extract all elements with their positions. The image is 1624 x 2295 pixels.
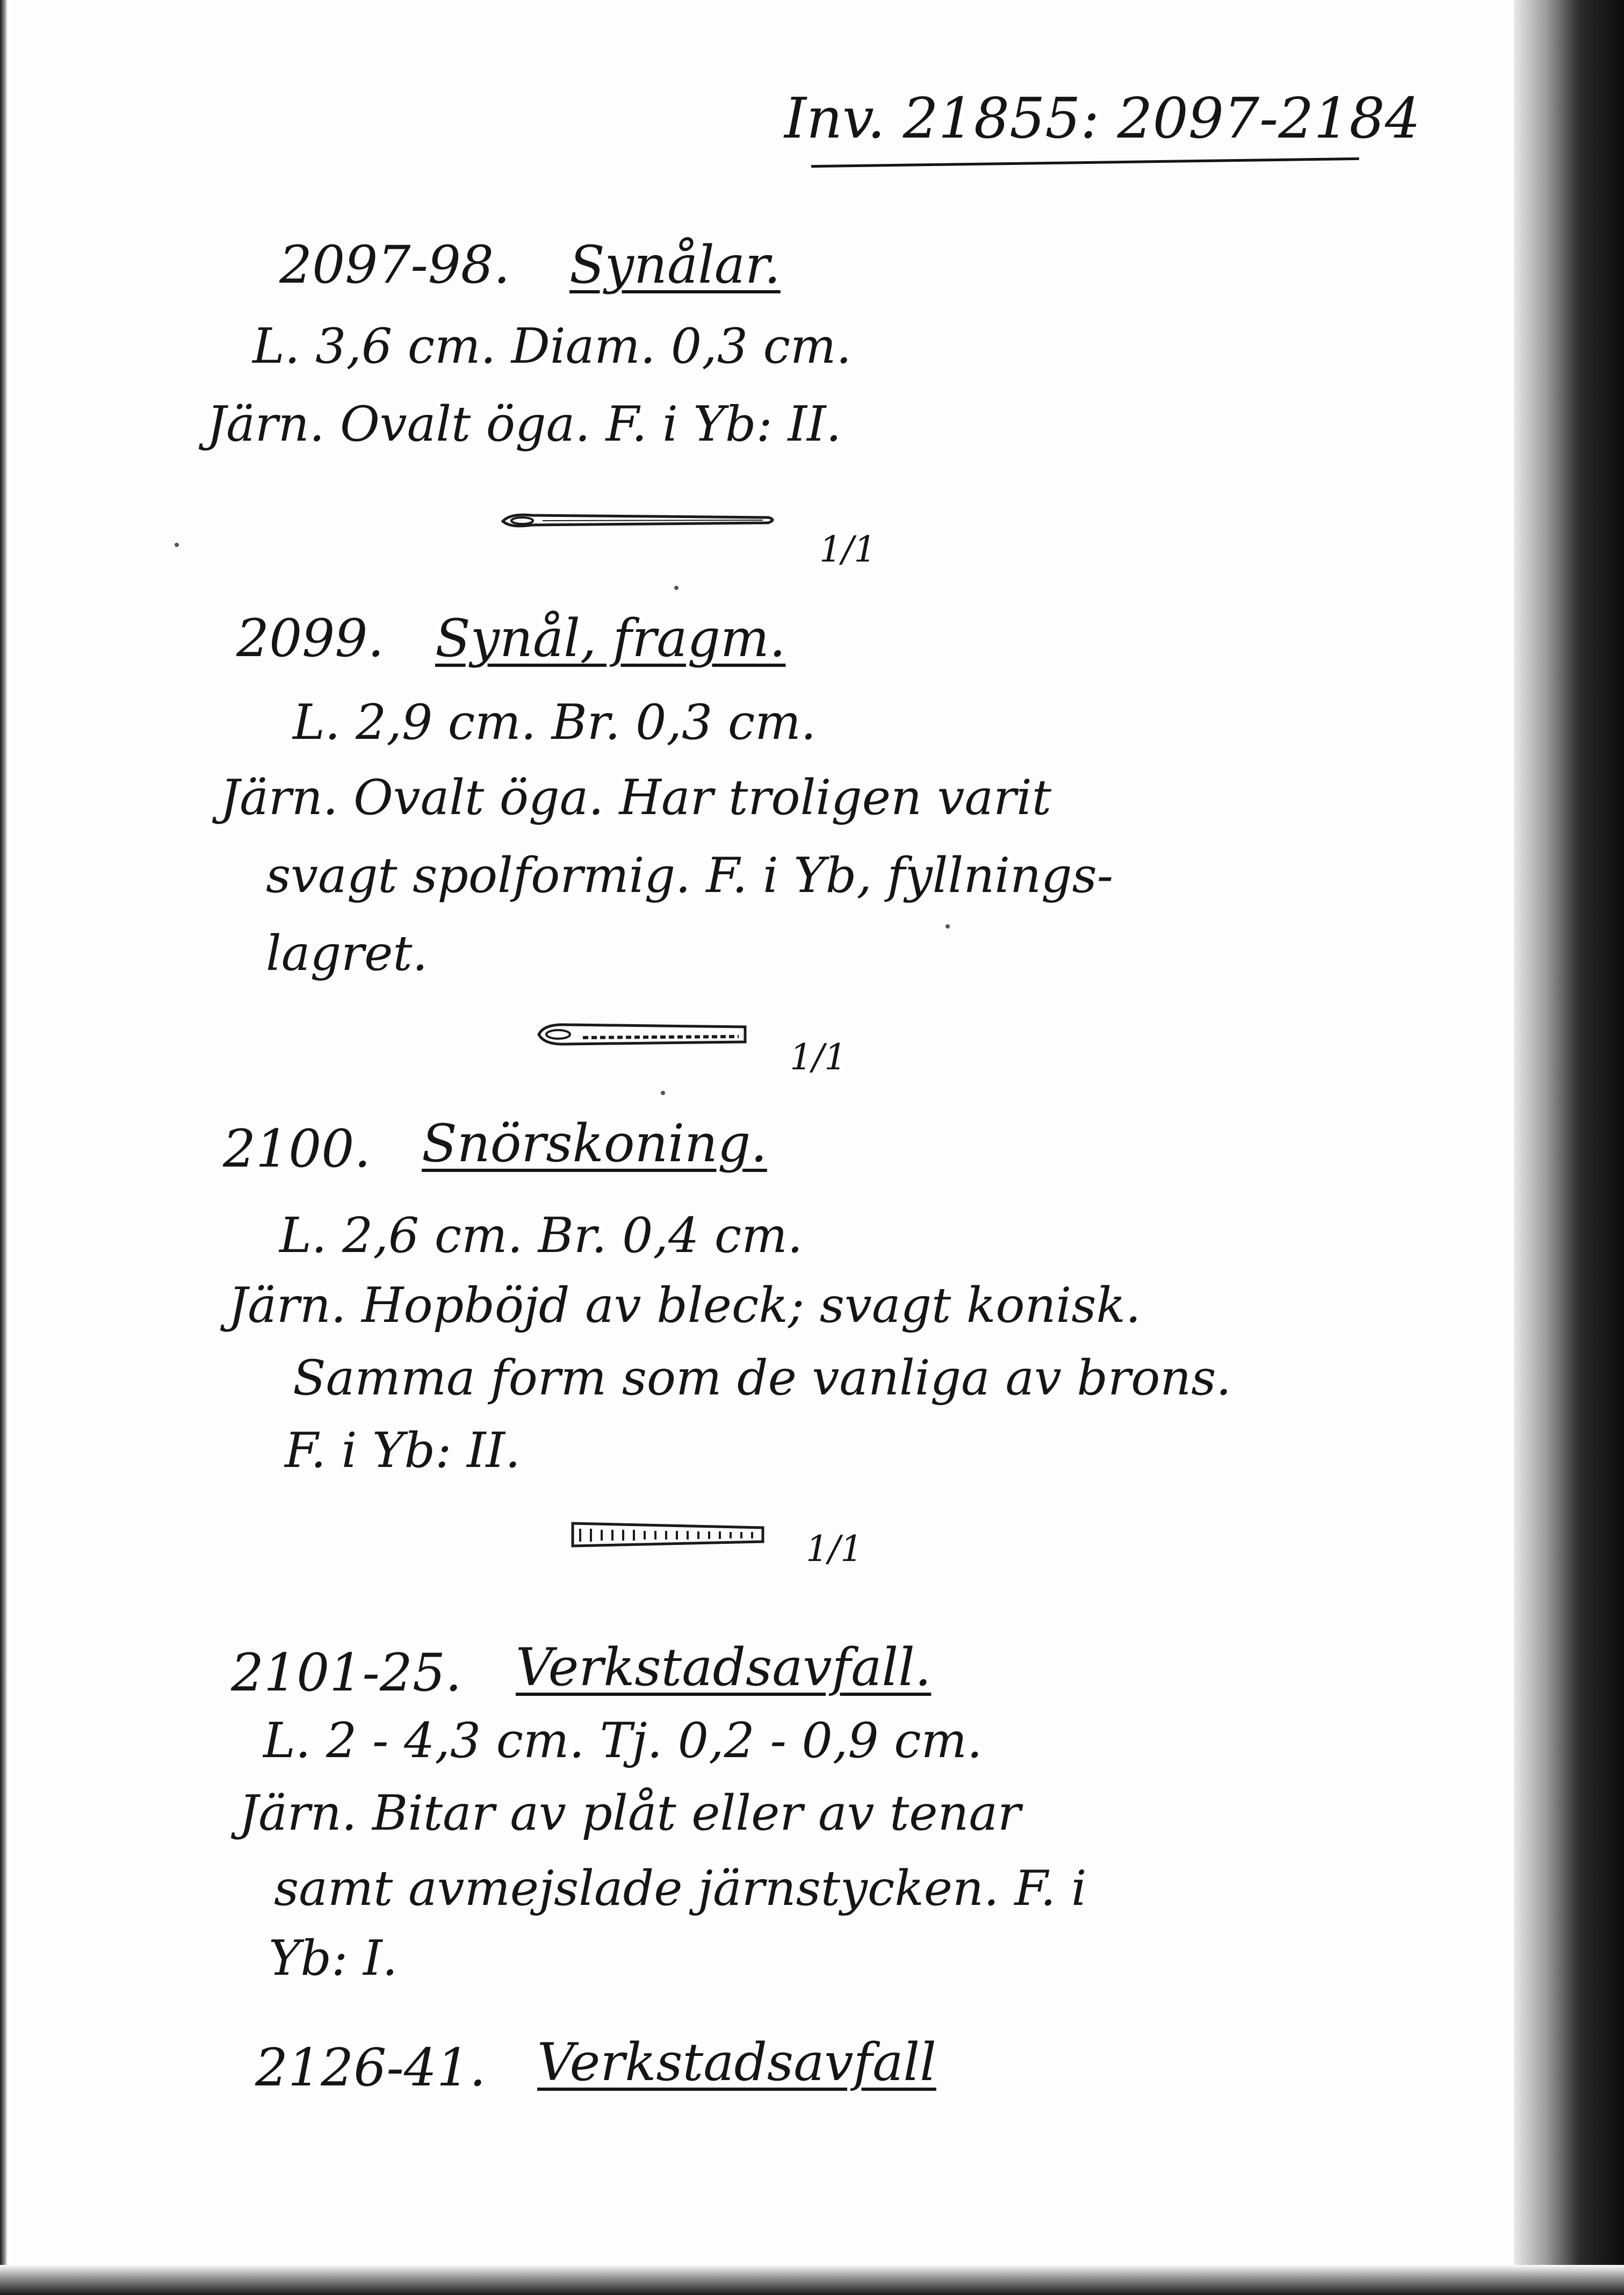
- needle-sketch: [500, 508, 779, 535]
- entry-number: 2097-98.: [279, 235, 510, 295]
- entry-number: 2101-25.: [231, 1643, 462, 1703]
- entry-title: Synålar.: [569, 235, 781, 295]
- entry-title: Snörskoning.: [422, 1113, 767, 1174]
- page-speck: [945, 924, 950, 929]
- lace-tag-sketch: [569, 1518, 768, 1550]
- needle-fragment-sketch: [535, 1018, 749, 1051]
- entry-description: Samma form som de vanliga av brons.: [293, 1350, 1232, 1406]
- entry-description: svagt spolformig. F. i Yb, fyllnings-: [266, 847, 1114, 904]
- page-left-edge: [0, 0, 8, 2295]
- entry-description: samt avmejslade järnstycken. F. i: [274, 1860, 1087, 1917]
- entry-title: Verkstadsavfall.: [516, 1637, 932, 1697]
- entry-description: lagret.: [266, 925, 428, 982]
- scale-label: 1/1: [790, 1037, 847, 1078]
- entry-number: 2099.: [236, 608, 384, 668]
- entry-measurements: L. 2,9 cm. Br. 0,3 cm.: [293, 694, 817, 751]
- scale-label: 1/1: [819, 529, 877, 570]
- entry-number: 2126-41.: [255, 2038, 486, 2098]
- page-speck: [175, 543, 179, 547]
- entry-description: Järn. Hopböjd av bleck; svagt konisk.: [228, 1277, 1141, 1334]
- page-speck: [674, 586, 679, 590]
- entry-title: Synål, fragm.: [435, 608, 786, 668]
- entry-description: Järn. Ovalt öga. F. i Yb: II.: [207, 396, 842, 452]
- inventory-number: Inv. 21855: 2097-2184: [784, 85, 1421, 151]
- entry-measurements: L. 2,6 cm. Br. 0,4 cm.: [279, 1207, 803, 1264]
- entry-measurements: L. 2 - 4,3 cm. Tj. 0,2 - 0,9 cm.: [263, 1713, 983, 1769]
- scale-label: 1/1: [806, 1528, 863, 1570]
- entry-title: Verkstadsavfall: [537, 2032, 936, 2092]
- entry-description: F. i Yb: II.: [285, 1422, 521, 1479]
- entry-measurements: L. 3,6 cm. Diam. 0,3 cm.: [252, 318, 851, 375]
- page-speck: [661, 1091, 665, 1095]
- notebook-spine: [1514, 0, 1624, 2295]
- entry-description: Järn. Bitar av plåt eller av tenar: [239, 1785, 1021, 1841]
- entry-number: 2100.: [223, 1119, 371, 1179]
- page-bottom-edge: [0, 2265, 1624, 2295]
- entry-description: Yb: I.: [269, 1930, 398, 1987]
- inventory-underline: [811, 157, 1359, 168]
- entry-description: Järn. Ovalt öga. Har troligen varit: [220, 769, 1052, 826]
